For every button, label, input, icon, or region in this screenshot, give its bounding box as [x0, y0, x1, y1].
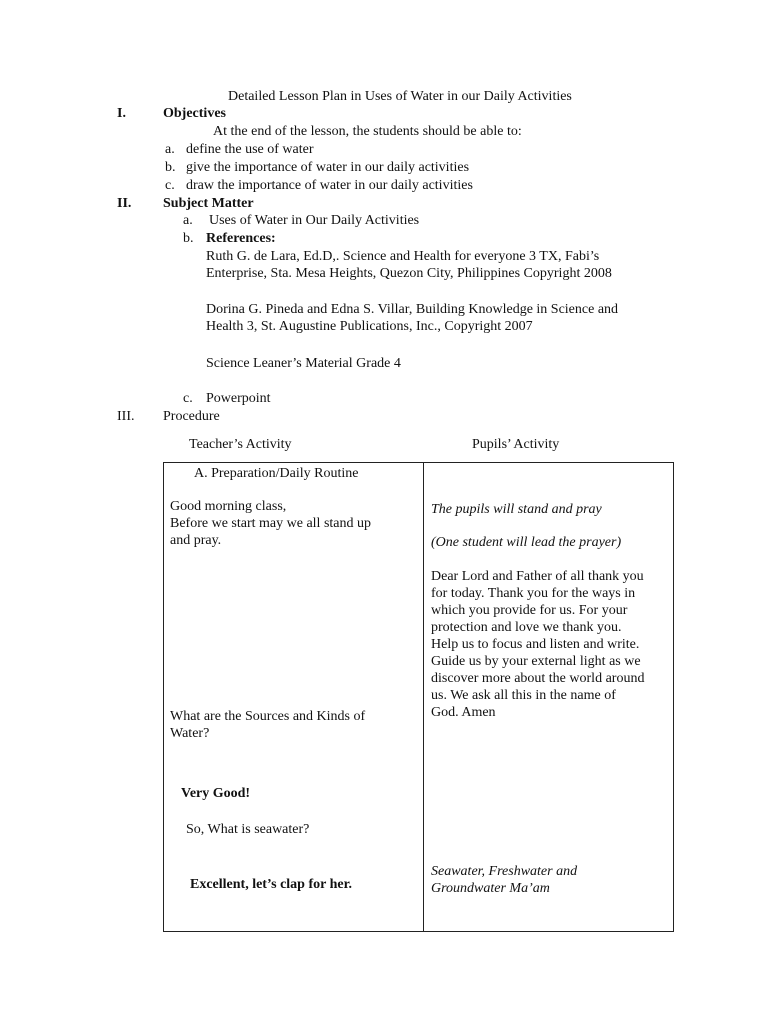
teacher-very-good: Very Good! — [181, 786, 251, 801]
pupil-lead-prayer: (One student will lead the prayer) — [431, 535, 622, 550]
teacher-seawater-question: So, What is seawater? — [186, 822, 310, 837]
subject-matter-heading: Subject Matter — [163, 196, 254, 211]
subject-marker-a: a. — [183, 213, 193, 228]
objectives-intro: At the end of the lesson, the students should be able to: — [213, 124, 522, 139]
pupil-prayer-text: Dear Lord and Father of all thank you for today. Thank you for the ways in which you provide for us. For your protection and love we thank you. Help us to focus and listen and write. Guide us by your external light as we discover more about the world around us. We ask all this in the name of God. Amen — [431, 569, 645, 720]
reference-3: Science Leaner’s Material Grade 4 — [206, 356, 401, 371]
objectives-heading: Objectives — [163, 106, 226, 121]
page-title: Detailed Lesson Plan in Uses of Water in our Daily Activities — [228, 89, 572, 104]
pupils-activity-header: Pupils’ Activity — [472, 437, 560, 452]
subject-item-a: Uses of Water in Our Daily Activities — [209, 213, 420, 228]
reference-2: Dorina G. Pineda and Edna S. Villar, Building Knowledge in Science and Health 3, St. Augustine Publications, Inc., Copyright 2007 — [206, 302, 619, 334]
objective-item-b: give the importance of water in our daily activities — [186, 160, 470, 175]
pupil-answer: Seawater, Freshwater and Groundwater Ma’am — [431, 864, 578, 896]
references-heading: References: — [206, 231, 276, 246]
teacher-question: What are the Sources and Kinds of Water? — [170, 709, 366, 741]
subject-marker-c: c. — [183, 391, 193, 406]
teacher-excellent: Excellent, let’s clap for her. — [190, 877, 353, 892]
procedure-numeral: III. — [117, 409, 135, 424]
objective-item-a: define the use of water — [186, 142, 314, 157]
objective-marker-c: c. — [165, 178, 175, 193]
objective-marker-a: a. — [165, 142, 175, 157]
routine-section-label: A. Preparation/Daily Routine — [194, 466, 359, 481]
procedure-heading: Procedure — [163, 409, 220, 424]
objectives-numeral: I. — [117, 106, 126, 121]
objective-marker-b: b. — [165, 160, 176, 175]
teacher-greeting: Good morning class, Before we start may we all stand up and pray. — [170, 499, 371, 548]
subject-item-c: Powerpoint — [206, 391, 271, 406]
objective-item-c: draw the importance of water in our daily activities — [186, 178, 473, 193]
teacher-activity-header: Teacher’s Activity — [189, 437, 292, 452]
reference-1: Ruth G. de Lara, Ed.D,. Science and Health for everyone 3 TX, Fabi’s Enterprise, Sta. Mesa Heights, Quezon City, Philippines Copyright 2008 — [206, 249, 612, 281]
subject-matter-numeral: II. — [117, 196, 132, 211]
column-divider — [423, 463, 424, 931]
activity-table — [163, 462, 674, 932]
pupil-stand-and-pray: The pupils will stand and pray — [431, 502, 602, 517]
subject-marker-b: b. — [183, 231, 194, 246]
